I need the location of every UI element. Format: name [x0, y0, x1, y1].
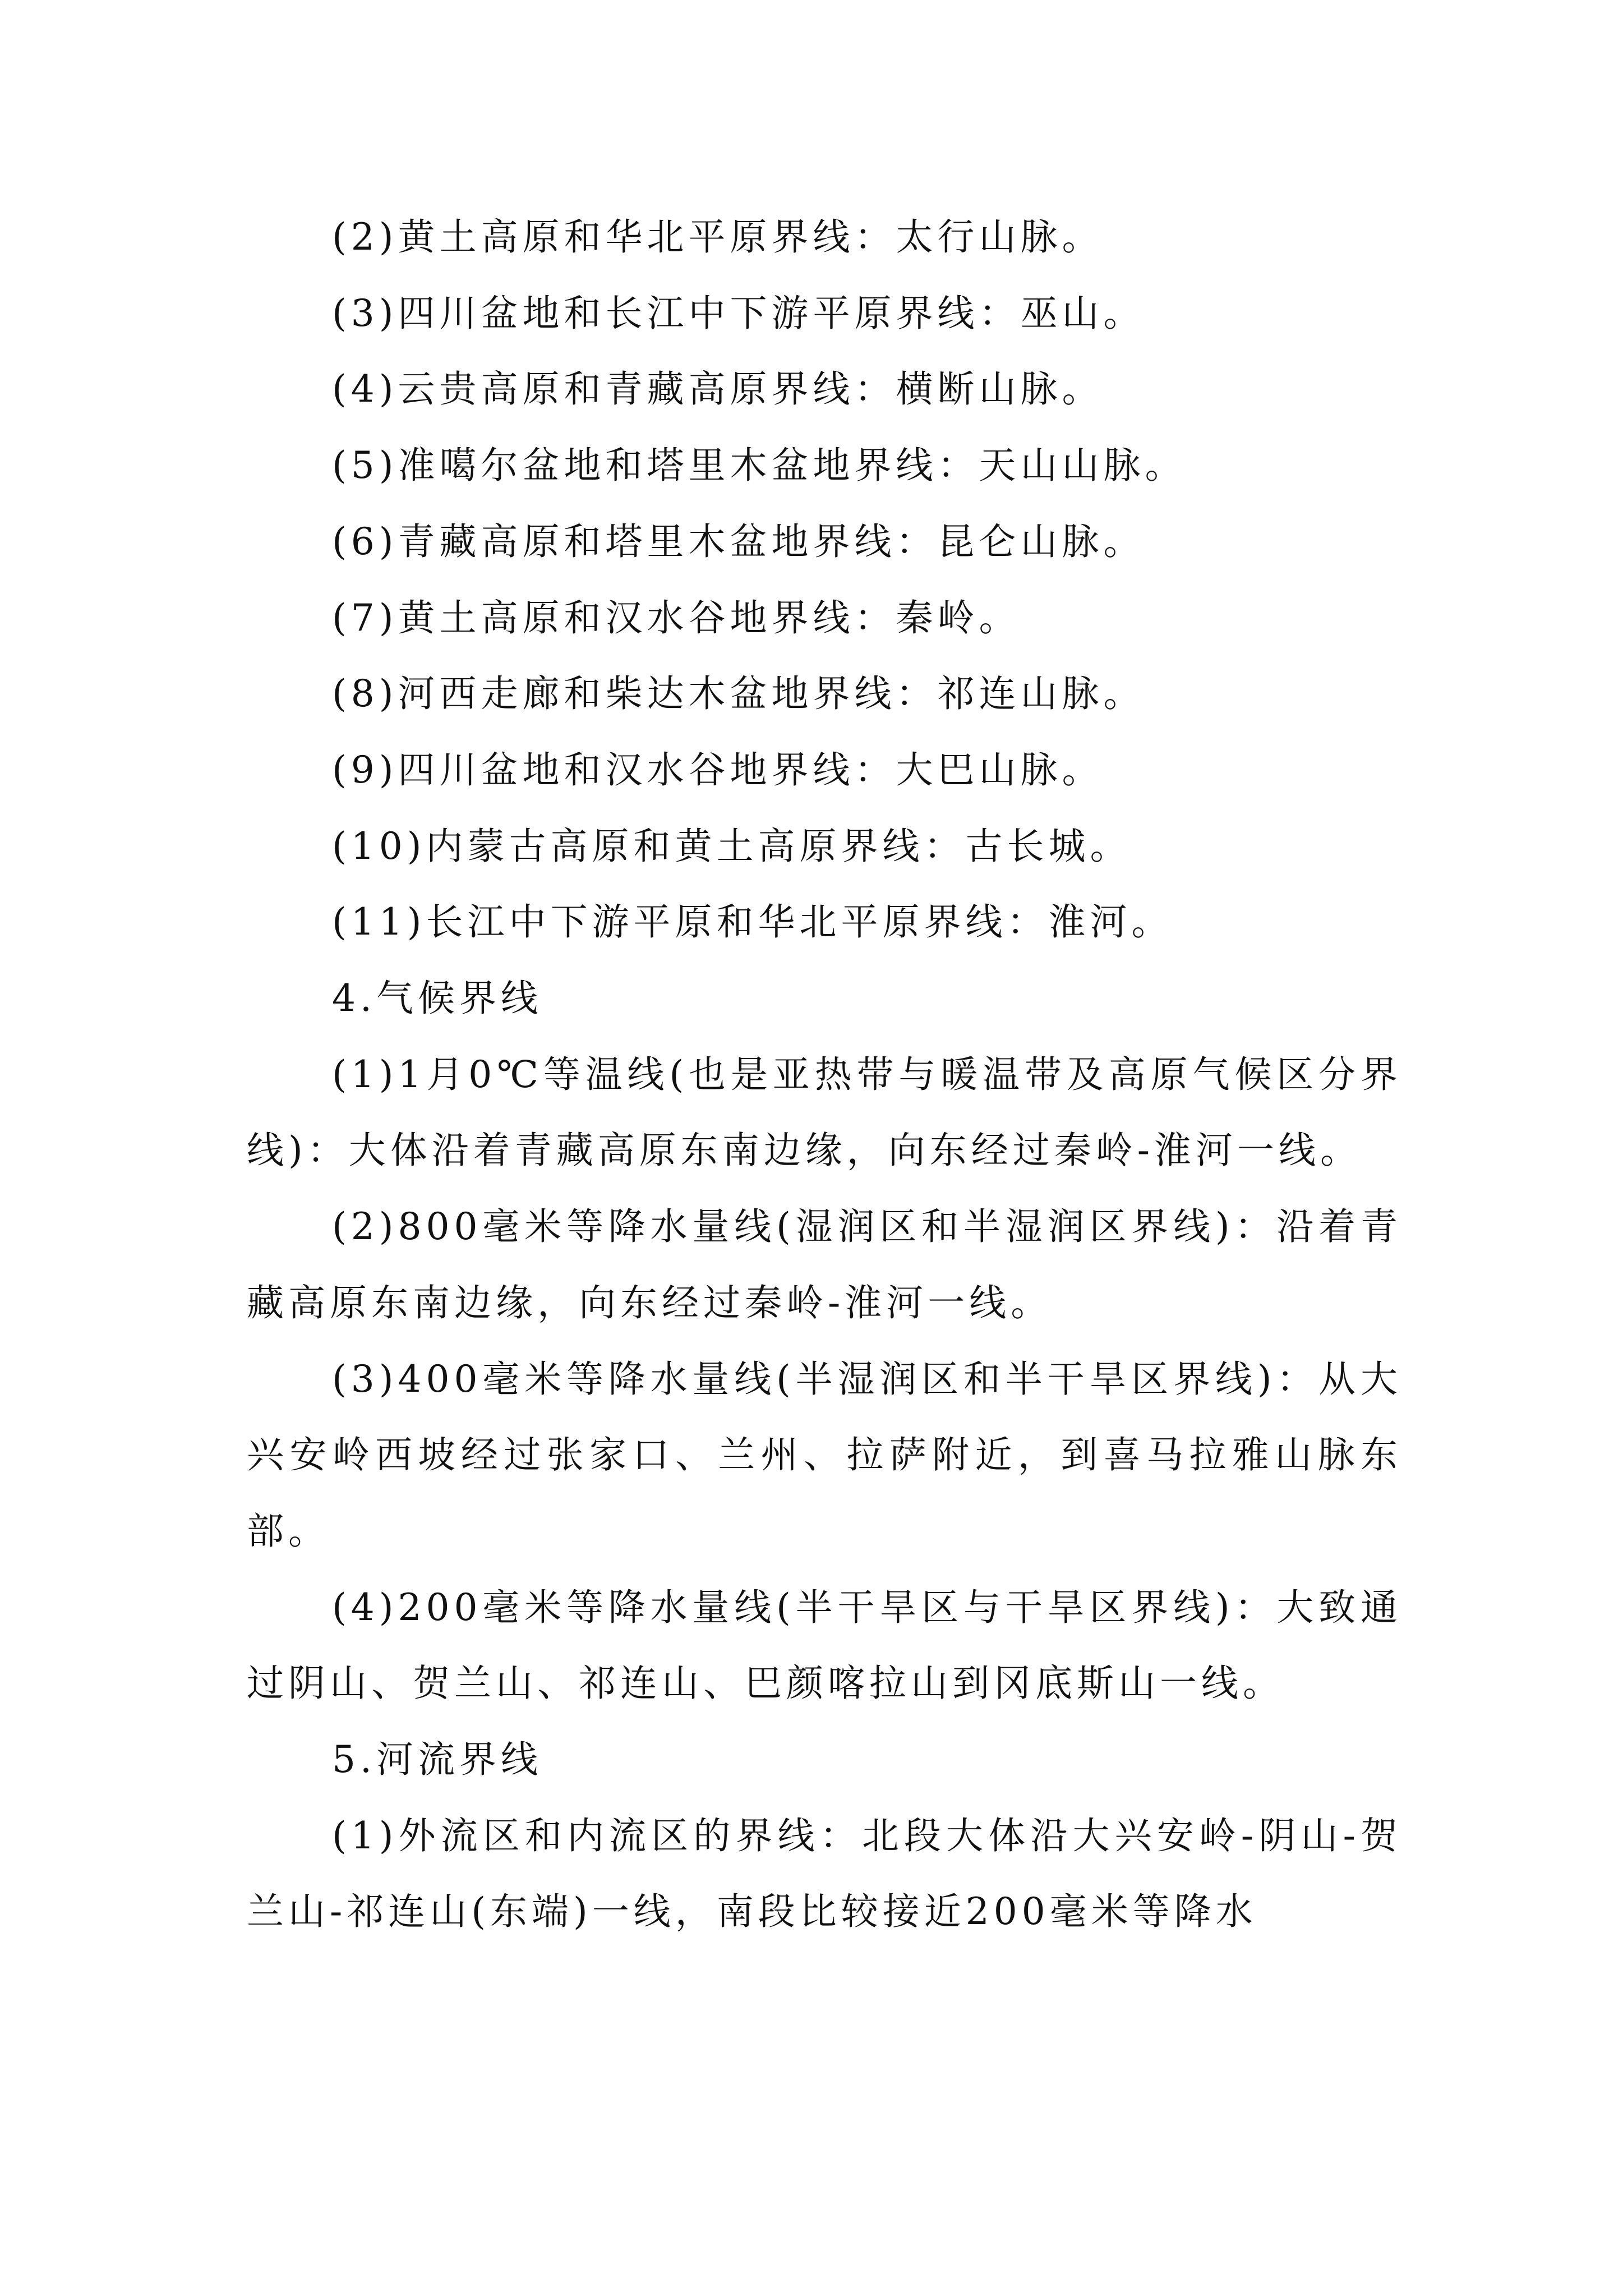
paragraph-landform-3: (3)四川盆地和长江中下游平原界线：巫山。 — [332, 291, 1145, 335]
paragraph-landform-5: (5)准噶尔盆地和塔里木盆地界线：天山山脉。 — [332, 444, 1187, 487]
paragraph-landform-4: (4)云贵高原和青藏高原界线：横断山脉。 — [332, 367, 1104, 411]
paragraph-landform-10: (10)内蒙古高原和黄土高原界线：古长城。 — [332, 824, 1132, 868]
paragraph-landform-7: (7)黄土高原和汉水谷地界线：秦岭。 — [332, 596, 1021, 639]
paragraph-landform-2: (2)黄土高原和华北平原界线：太行山脉。 — [332, 215, 1104, 259]
section-heading-climate: 4.气候界线 — [332, 977, 542, 1020]
paragraph-landform-8: (8)河西走廊和柴达木盆地界线：祁连山脉。 — [332, 672, 1145, 716]
body-text — [247, 199, 1402, 1950]
paragraph-river-1: (1)外流区和内流区的界线：北段大体沿大兴安岭-阴山-贺兰山-祁连山(东端)一线，南段比较接近200毫米等降水 — [247, 1814, 1402, 1934]
section-heading-river: 5.河流界线 — [332, 1738, 542, 1782]
paragraph-landform-11: (11)长江中下游平原和华北平原界线：淮河。 — [332, 900, 1173, 944]
paragraph-climate-3: (3)400毫米等降水量线(半湿润区和半干旱区界线)：从大兴安岭西坡经过张家口、兰州、拉萨附近，到喜马拉雅山脉东部。 — [247, 1357, 1402, 1553]
paragraph-climate-2: (2)800毫米等降水量线(湿润区和半湿润区界线)：沿着青藏高原东南边缘，向东经过秦岭-淮河一线。 — [247, 1205, 1402, 1324]
paragraph-landform-9: (9)四川盆地和汉水谷地界线：大巴山脉。 — [332, 748, 1104, 792]
paragraph-climate-4: (4)200毫米等降水量线(半干旱区与干旱区界线)：大致通过阴山、贺兰山、祁连山、巴颜喀拉山到冈底斯山一线。 — [247, 1585, 1402, 1705]
paragraph-landform-6: (6)青藏高原和塔里木盆地界线：昆仑山脉。 — [332, 519, 1145, 563]
paragraph-climate-1: (1)1月0℃等温线(也是亚热带与暖温带及高原气候区分界线)：大体沿着青藏高原东南边缘，向东经过秦岭-淮河一线。 — [247, 1052, 1402, 1172]
